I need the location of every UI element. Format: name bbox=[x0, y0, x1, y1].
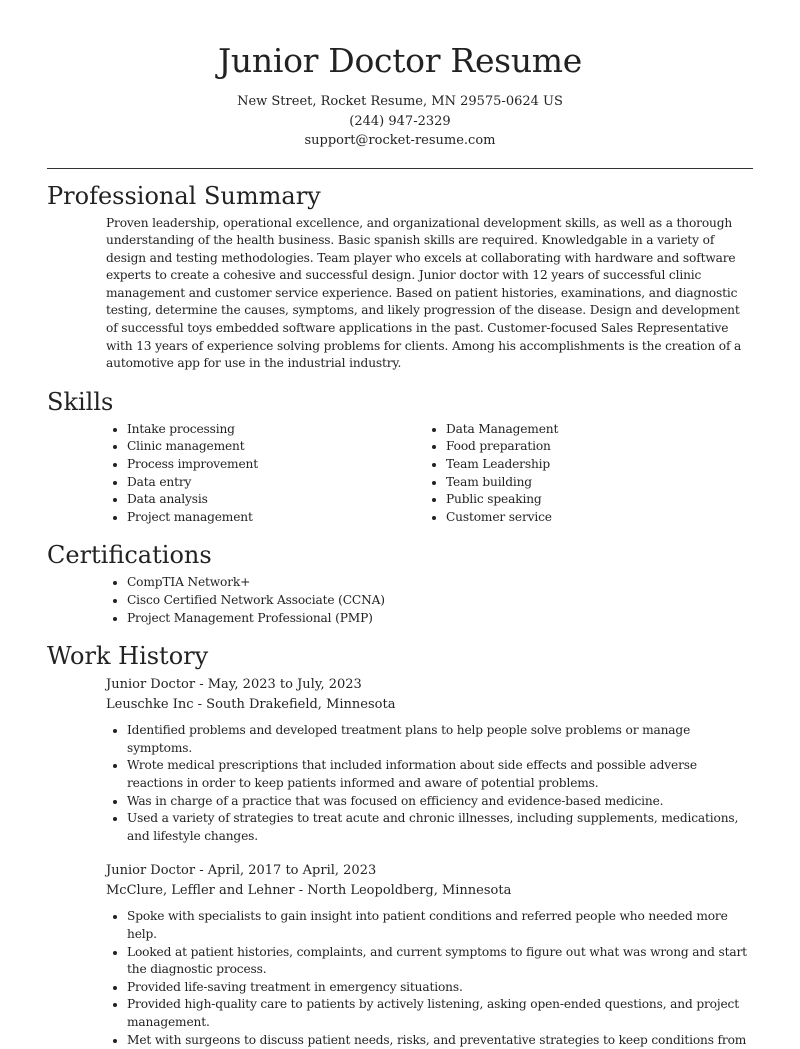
job-title: Junior Doctor - May, 2023 to July, 2023 bbox=[106, 675, 753, 695]
skill-item: • Intake processing bbox=[127, 421, 425, 439]
skill-item: • Data Management bbox=[446, 421, 744, 439]
skill-item: • Process improvement bbox=[127, 456, 425, 474]
job-company: Leuschke Inc - South Drakefield, Minnesota bbox=[106, 695, 753, 715]
certification-item: • Project Management Professional (PMP) bbox=[127, 610, 753, 628]
job-entry bbox=[106, 675, 753, 845]
work-history-section bbox=[0, 641, 800, 1049]
skill-item: • Data entry bbox=[127, 474, 425, 492]
skill-item: • Team Leadership bbox=[446, 456, 744, 474]
skill-item: • Project management bbox=[127, 509, 425, 527]
job-bullet: • Met with surgeons to discuss patient needs, risks, and preventative strategies to keep conditions from bbox=[127, 1032, 753, 1049]
job-company: McClure, Leffler and Lehner - North Leopoldberg, Minnesota bbox=[106, 881, 753, 901]
skills-heading: Skills bbox=[0, 387, 800, 417]
job-bullets bbox=[106, 722, 753, 845]
job-title: Junior Doctor - April, 2017 to April, 2023 bbox=[106, 861, 753, 881]
job-bullet: • Provided high-quality care to patients by actively listening, asking open-ended questions, and project management. bbox=[127, 996, 753, 1031]
skill-item: • Public speaking bbox=[446, 491, 744, 509]
skill-item: • Clinic management bbox=[127, 438, 425, 456]
job-bullet: • Identified problems and developed treatment plans to help people solve problems or manage symptoms. bbox=[127, 722, 753, 757]
certification-item: • Cisco Certified Network Associate (CCNA) bbox=[127, 592, 753, 610]
job-bullets bbox=[106, 908, 753, 1049]
contact-info bbox=[0, 92, 800, 151]
contact-address: New Street, Rocket Resume, MN 29575-0624 US bbox=[0, 92, 800, 112]
skills-left-list bbox=[106, 421, 425, 527]
certifications-heading: Certifications bbox=[0, 540, 800, 570]
job-bullet: • Used a variety of strategies to treat acute and chronic illnesses, including supplements, medications, and lifestyle changes. bbox=[127, 810, 753, 845]
skills-section bbox=[0, 387, 800, 527]
skill-item: • Customer service bbox=[446, 509, 744, 527]
contact-email: support@rocket-resume.com bbox=[0, 131, 800, 151]
contact-phone: (244) 947-2329 bbox=[0, 112, 800, 132]
page-title: Junior Doctor Resume bbox=[0, 40, 800, 82]
certifications-section bbox=[0, 540, 800, 627]
job-bullet: • Provided life-saving treatment in emergency situations. bbox=[127, 979, 753, 997]
resume-header bbox=[0, 0, 800, 151]
skill-item: • Data analysis bbox=[127, 491, 425, 509]
work-history-heading: Work History bbox=[0, 641, 800, 671]
job-bullet: • Spoke with specialists to gain insight into patient conditions and referred people who needed more help. bbox=[127, 908, 753, 943]
skills-right-list bbox=[425, 421, 744, 527]
certifications-list bbox=[106, 574, 753, 627]
certification-item: • CompTIA Network+ bbox=[127, 574, 753, 592]
job-entry bbox=[106, 861, 753, 1049]
summary-heading: Professional Summary bbox=[0, 181, 800, 211]
summary-text: Proven leadership, operational excellence, and organizational development skills, as well as a thorough understanding of the health business. Basic spanish skills are required. Knowledgable in a variety of design and testing methodologies. Team player who excels at collaborating with hardware and software experts to create a cohesive and successful design. Junior doctor with 12 years of successful clinic management and customer service experience. Based on patient histories, examinations, and diagnostic testing, determine the causes, symptoms, and likely progression of the disease. Design and development of successful toys embedded software applications in the past. Customer-focused Sales Representative with 13 years of experience solving problems for clients. Among his accomplishments is the creation of a automotive app for use in the industrial industry. bbox=[106, 215, 753, 373]
job-bullet: • Looked at patient histories, complaints, and current symptoms to figure out what was wrong and start the diagnostic process. bbox=[127, 944, 753, 979]
skills-columns bbox=[0, 421, 800, 527]
skill-item: • Food preparation bbox=[446, 438, 744, 456]
skill-item: • Team building bbox=[446, 474, 744, 492]
job-bullet: • Was in charge of a practice that was focused on efficiency and evidence-based medicine. bbox=[127, 793, 753, 811]
job-bullet: • Wrote medical prescriptions that included information about side effects and possible adverse reactions in order to keep patients informed and aware of potential problems. bbox=[127, 757, 753, 792]
summary-section bbox=[0, 181, 800, 373]
